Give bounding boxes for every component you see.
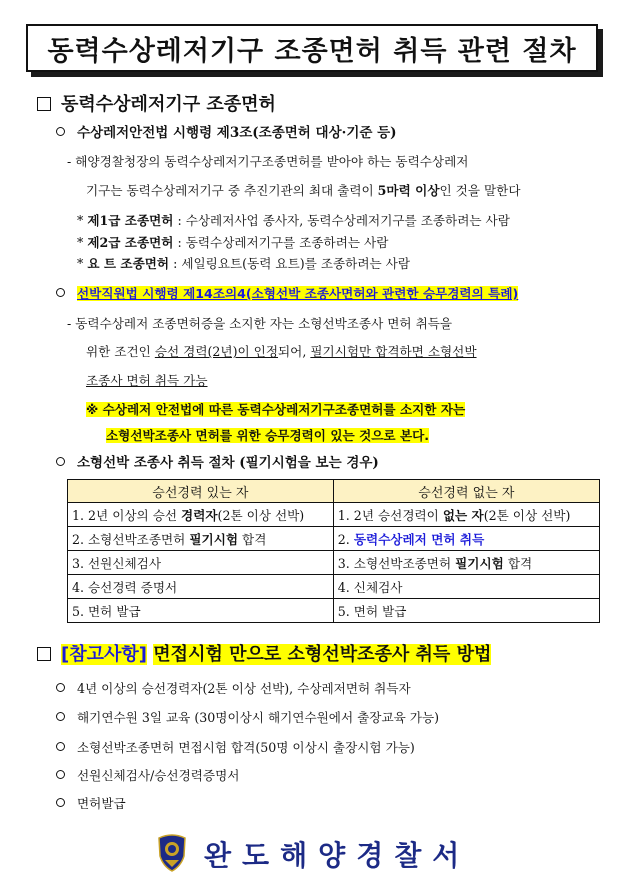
square-bullet-icon bbox=[37, 97, 51, 111]
asterisk-icon: * bbox=[77, 256, 88, 271]
grade-2: * 제2급 조종면허 : 동력수상레저기구를 조종하려는 사람 bbox=[77, 235, 389, 250]
list-item: 해기연수원 3일 교육 (30명이상시 해기연수원에서 출장교육 가능) bbox=[56, 707, 439, 726]
item1-desc-line2: 기구는 동력수상레저기구 중 추진기관의 최대 출력이 5마력 이상인 것을 말한다 bbox=[86, 183, 521, 198]
circle-bullet-icon bbox=[56, 770, 65, 779]
table-cell: 1. 2년 승선경력이 없는 자(2톤 이상 선박) bbox=[333, 503, 599, 527]
asterisk-icon: * bbox=[77, 235, 88, 250]
grade-3: * 요 트 조종면허 : 세일링요트(동력 요트)를 조종하려는 사람 bbox=[77, 256, 410, 271]
list-item: 선원신체검사/승선경력증명서 bbox=[56, 765, 239, 784]
circle-bullet-icon bbox=[56, 798, 65, 807]
item2-desc-line2: 위한 조건인 승선 경력(2년)이 인정되어, 필기시험만 합격하면 소형선박 bbox=[86, 344, 477, 359]
table-cell: 5. 면허 발급 bbox=[68, 599, 334, 623]
circle-bullet-icon bbox=[56, 457, 65, 466]
license-steps-table bbox=[67, 479, 600, 623]
item2-note-line1: ※ 수상레저 안전법에 따른 동력수상레저기구조종면허를 소지한 자는 bbox=[86, 402, 466, 417]
reference-tag: [참고사항] bbox=[61, 644, 148, 665]
section2-heading: [참고사항] 면접시험 만으로 소형선박조종사 취득 방법 bbox=[37, 640, 491, 666]
circle-bullet-icon bbox=[56, 712, 65, 721]
list-item: 면허발급 bbox=[56, 793, 126, 812]
circle-bullet-icon bbox=[56, 288, 65, 297]
list-item: 소형선박조종면허 면접시험 합격(50명 이상시 출장시험 가능) bbox=[56, 737, 415, 756]
table-cell: 3. 선원신체검사 bbox=[68, 551, 334, 575]
table-cell: 4. 승선경력 증명서 bbox=[68, 575, 334, 599]
table-row bbox=[68, 551, 600, 575]
circle-bullet-icon bbox=[56, 742, 65, 751]
item2-desc-line1: - 동력수상레저 조종면허증을 소지한 자는 소형선박조종사 면허 취득을 bbox=[67, 316, 453, 331]
table-row bbox=[68, 503, 600, 527]
item1-label: 수상레저안전법 시행령 제3조(조종면허 대상·기준 등) bbox=[56, 121, 397, 141]
table-row bbox=[68, 599, 600, 623]
circle-bullet-icon bbox=[56, 127, 65, 136]
list-item: 4년 이상의 승선경력자(2톤 이상 선박), 수상레저면허 취득자 bbox=[56, 678, 411, 697]
table-cell: 3. 소형선박조종면허 필기시험 합격 bbox=[333, 551, 599, 575]
section1-heading: 동력수상레저기구 조종면허 bbox=[37, 90, 276, 116]
square-bullet-icon bbox=[37, 647, 51, 661]
table-row bbox=[68, 527, 600, 551]
title-box bbox=[26, 24, 598, 72]
footer-org-name: 완도해양경찰서 bbox=[204, 839, 471, 872]
table-cell: 4. 신체검사 bbox=[333, 575, 599, 599]
circle-bullet-icon bbox=[56, 683, 65, 692]
item2-label: 선박직원법 시행령 제14조의4(소형선박 조종사면허와 관련한 승무경력의 특례) bbox=[56, 283, 518, 302]
asterisk-icon: * bbox=[77, 213, 88, 228]
item3-label: 소형선박 조종사 취득 절차 (필기시험을 보는 경우) bbox=[56, 451, 379, 471]
table-cell: 5. 면허 발급 bbox=[333, 599, 599, 623]
grade-1: * 제1급 조종면허 : 수상레저사업 종사자, 동력수상레저기구를 조종하려는 사람 bbox=[77, 213, 510, 228]
item2-desc-line3: 조종사 면허 취득 가능 bbox=[86, 373, 208, 388]
table-row bbox=[68, 575, 600, 599]
table-cell: 2. 소형선박조종면허 필기시험 합격 bbox=[68, 527, 334, 551]
table-header: 승선경력 있는 자 bbox=[68, 480, 334, 503]
coast-guard-emblem-icon bbox=[157, 832, 187, 872]
table-header-row bbox=[68, 480, 600, 503]
table-cell: 1. 2년 이상의 승선 경력자(2톤 이상 선박) bbox=[68, 503, 334, 527]
item2-note-line2: 소형선박조종사 면허를 위한 승무경력이 있는 것으로 본다. bbox=[106, 428, 430, 443]
table-header: 승선경력 없는 자 bbox=[333, 480, 599, 503]
table-cell: 2. 동력수상레저 면허 취득 bbox=[333, 527, 599, 551]
page-title: 동력수상레저기구 조종면허 취득 관련 절차 bbox=[47, 35, 577, 67]
item1-desc-line1: - 해양경찰청장의 동력수상레저기구조종면허를 받아야 하는 동력수상레저 bbox=[67, 154, 469, 169]
